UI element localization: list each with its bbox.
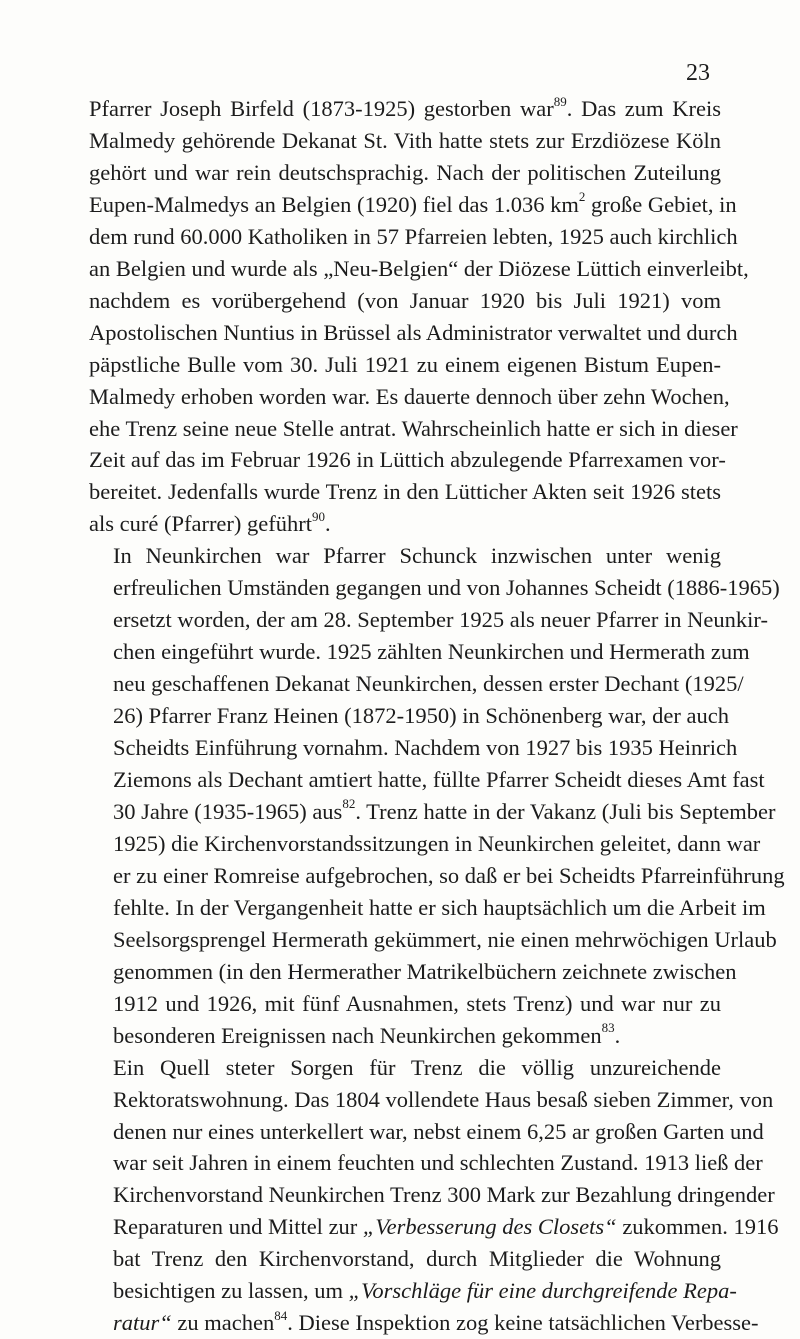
text-line: Scheidts Einführung vornahm. Nachdem von 1927 bis 1935 Heinrich — [113, 735, 738, 761]
text-line: 30 Jahre (1935-1965) aus$^{82}$. Trenz hatte in der Vakanz (Juli bis September — [113, 796, 776, 824]
text-line: dem rund 60.000 Katholiken in 57 Pfarreien lebten, 1925 auch kirchlich — [89, 223, 738, 249]
text-line: Malmedy gehörende Dekanat St. Vith hatte stets zur Erzdiözese Köln — [89, 127, 721, 153]
paragraph — [89, 93, 749, 540]
paragraph — [89, 1052, 779, 1339]
text-line: Rektoratswohnung. Das 1804 vollendete Haus besaß sieben Zimmer, von — [113, 1086, 774, 1112]
text-line: besichtigen zu lassen, um „Vorschläge für eine durchgreifende Repa- — [113, 1278, 737, 1304]
text-line: an Belgien und wurde als „Neu-Belgien“ der Diözese Lüttich einverleibt, — [89, 255, 749, 281]
text-line: ersetzt worden, der am 28. September 1925 als neuer Pfarrer in Neunkir- — [113, 607, 768, 633]
text-line: ehe Trenz seine neue Stelle antrat. Wahrscheinlich hatte er sich in dieser — [89, 415, 738, 441]
text-line: neu geschaffenen Dekanat Neunkirchen, dessen erster Dechant (1925/ — [113, 671, 744, 697]
text-line: Ein Quell steter Sorgen für Trenz die völlig unzureichende — [113, 1054, 721, 1080]
text-line: war seit Jahren in einem feuchten und schlechten Zustand. 1913 ließ der — [113, 1150, 763, 1176]
page-number: 23 — [686, 60, 710, 86]
text-line: nachdem es vorübergehend (von Januar 1920 bis Juli 1921) vom — [89, 287, 721, 313]
text-line: Apostolischen Nuntius in Brüssel als Administrator verwaltet und durch — [89, 319, 738, 345]
text-line: Seelsorgsprengel Hermerath gekümmert, nie einen mehrwöchigen Urlaub — [113, 926, 777, 952]
text-line: Eupen-Malmedys an Belgien (1920) fiel das 1.036 $km^2$ große Gebiet, in — [89, 189, 737, 217]
text-line: besonderen Ereignissen nach Neunkirchen gekommen$^{83}$. — [113, 1020, 621, 1048]
text-line: Reparaturen und Mittel zur „Verbesserung des Closets“ zukommen. 1916 — [113, 1214, 779, 1240]
text-line: bereitet. Jedenfalls wurde Trenz in den Lütticher Akten seit 1926 stets — [89, 479, 721, 505]
text-line: denen nur eines unterkellert war, nebst einem 6,25 ar großen Garten und — [113, 1118, 764, 1144]
text-line: Zeit auf das im Februar 1926 in Lüttich abzulegende Pfarrexamen vor- — [89, 447, 726, 473]
text-line: fehlte. In der Vergangenheit hatte er sich hauptsächlich um die Arbeit im — [113, 894, 766, 920]
text-line: bat Trenz den Kirchenvorstand, durch Mitglieder die Wohnung — [113, 1246, 721, 1272]
text-line: genommen (in den Hermerather Matrikelbüchern zeichnete zwischen — [113, 958, 737, 984]
paragraph — [89, 540, 785, 1051]
text-line: er zu einer Romreise aufgebrochen, so daß er bei Scheidts Pfarreinführung — [113, 862, 785, 888]
text-line: 1925) die Kirchenvorstandssitzungen in Neunkirchen geleitet, dann war — [113, 830, 761, 856]
text-line: gehört und war rein deutschsprachig. Nach der politischen Zuteilung — [89, 159, 721, 185]
text-line: Pfarrer Joseph Birfeld (1873-1925) gestorben war$^{89}$. Das zum Kreis — [89, 93, 721, 121]
text-line: 1912 und 1926, mit fünf Ausnahmen, stets Trenz) und war nur zu — [113, 990, 721, 1016]
text-line: erfreulichen Umständen gegangen und von Johannes Scheidt (1886-1965) — [113, 575, 780, 601]
body-text — [89, 93, 785, 1339]
text-line: Ziemons als Dechant amtiert hatte, füllte Pfarrer Scheidt dieses Amt fast — [113, 767, 765, 793]
text-line: Malmedy erhoben worden war. Es dauerte dennoch über zehn Wochen, — [89, 383, 730, 409]
text-line: als curé (Pfarrer) geführt$^{90}$. — [89, 508, 331, 537]
text-line: chen eingeführt wurde. 1925 zählten Neunkirchen und Hermerath zum — [113, 639, 750, 665]
text-line: In Neunkirchen war Pfarrer Schunck inzwischen unter wenig — [113, 543, 721, 569]
text-line: Kirchenvorstand Neunkirchen Trenz 300 Mark zur Bezahlung dringender — [113, 1182, 775, 1208]
text-line: ratur“ zu machen$^{84}$. Diese Inspektion zog keine tatsächlichen Verbesse- — [113, 1307, 759, 1336]
text-line: 26) Pfarrer Franz Heinen (1872-1950) in Schönenberg war, der auch — [113, 703, 729, 729]
text-line: päpstliche Bulle vom 30. Juli 1921 zu einem eigenen Bistum Eupen- — [89, 351, 721, 377]
